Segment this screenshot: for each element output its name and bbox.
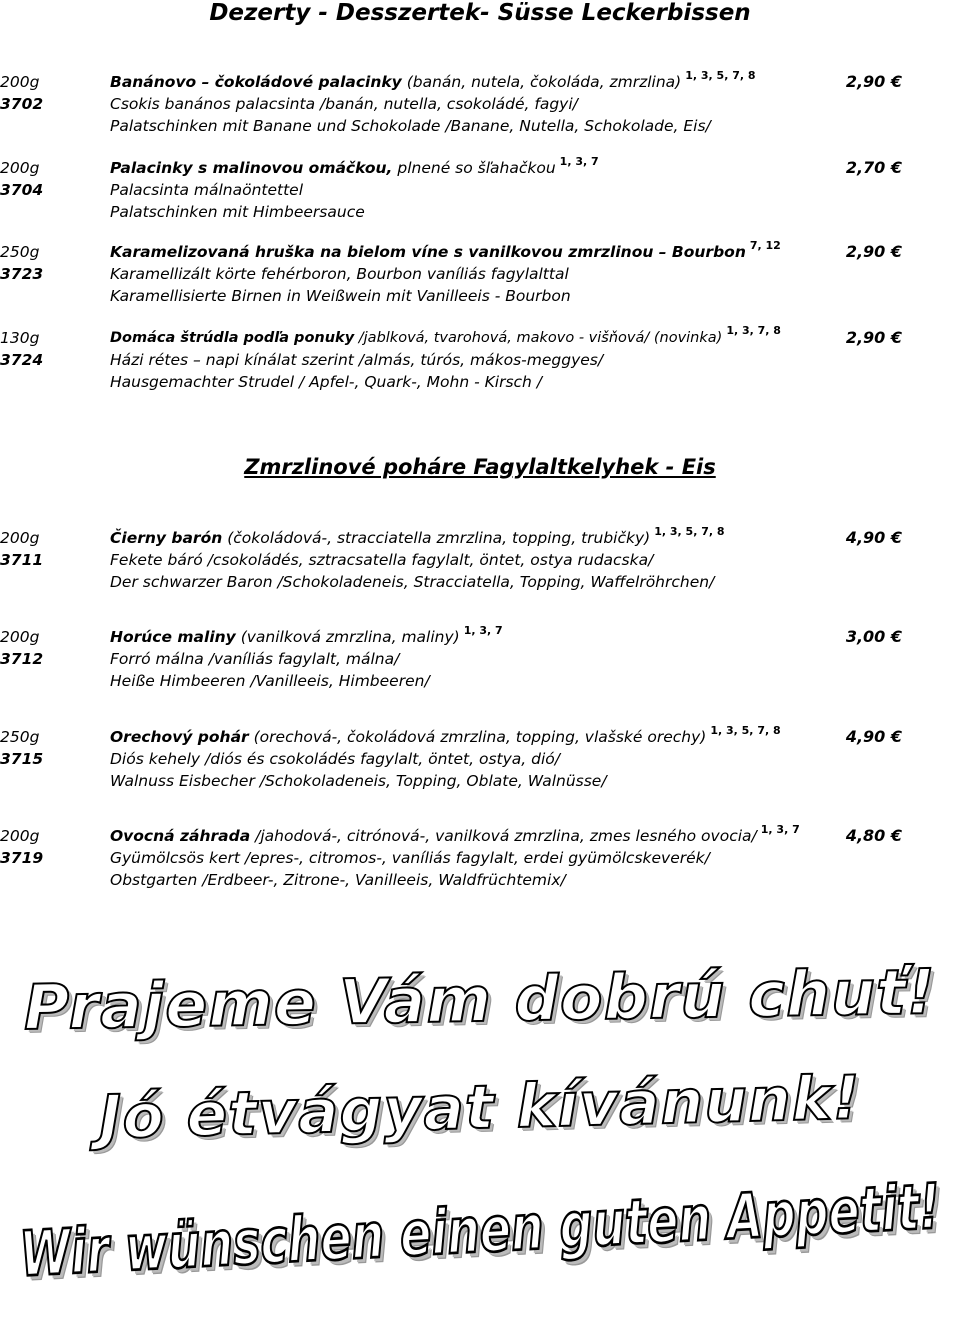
item-hungarian: Fekete báró /csokoládés, sztracsatella fagylalt, öntet, ostya rudacska/ — [110, 551, 654, 569]
item-description: /jablková, tvarohová, makovo - višňová/ (novinka) — [354, 330, 723, 346]
item-german: Palatschinken mit Banane und Schokolade /Banane, Nutella, Schokolade, Eis/ — [110, 117, 711, 135]
item-name: Domáca štrúdla podľa ponuky — [110, 330, 355, 346]
item-hungarian: Csokis banános palacsinta /banán, nutella, csokoládé, fagyi/ — [110, 95, 578, 113]
item-name: Horúce maliny — [110, 628, 236, 646]
item-title-line — [110, 724, 781, 749]
item-german: Heiße Himbeeren /Vanilleeis, Himbeeren/ — [110, 672, 430, 690]
item-price: 4,80 € — [845, 826, 902, 845]
item-description: /jahodová-, citrónová-, vanilková zmrzlina, zmes lesného ovocia/ — [250, 827, 757, 845]
item-allergens: 1, 3, 5, 7, 8 — [654, 525, 725, 538]
item-name: Orechový pohár — [110, 728, 249, 746]
item-title-line — [110, 525, 725, 550]
item-allergens: 1, 3, 7, 8 — [726, 324, 781, 337]
item-title-line — [110, 624, 503, 649]
item-code: 3702 — [0, 95, 44, 113]
item-german: Karamellisierte Birnen in Weißwein mit Vanilleeis - Bourbon — [110, 287, 571, 305]
item-allergens: 7, 12 — [749, 239, 781, 252]
item-price: 4,90 € — [845, 727, 902, 746]
greeting-slovak — [0, 954, 960, 1047]
item-title-line — [110, 69, 756, 94]
item-title-line — [110, 324, 781, 349]
item-price: 3,00 € — [845, 627, 902, 646]
menu-item — [0, 155, 960, 238]
item-price: 2,90 € — [845, 242, 902, 261]
greeting-german — [0, 1137, 960, 1322]
item-hungarian: Forró málna /vaníliás fagylalt, málna/ — [110, 650, 400, 668]
item-price: 2,90 € — [845, 328, 902, 347]
item-weight: 200g — [0, 628, 40, 646]
item-description: plnené so šľahačkou — [392, 159, 556, 177]
menu-item — [0, 823, 960, 906]
page-title: Dezerty - Desszertek- Süsse Leckerbissen — [209, 0, 751, 26]
greeting-text: Wir wünschen einen guten Appetit! — [18, 1169, 942, 1291]
item-hungarian: Házi rétes – napi kínálat szerint /almás, túrós, mákos-meggyes/ — [110, 351, 604, 369]
item-code: 3712 — [0, 650, 44, 668]
item-name: Ovocná záhrada — [110, 827, 251, 845]
menu-item — [0, 239, 960, 322]
item-title-line — [110, 155, 599, 180]
section-title: Zmrzlinové poháre Fagylaltkelyhek - Eis — [244, 455, 716, 479]
item-german: Der schwarzer Baron /Schokoladeneis, Stracciatella, Topping, Waffelröhrchen/ — [110, 573, 715, 591]
menu-item — [0, 724, 960, 807]
item-german: Palatschinken mit Himbeersauce — [110, 203, 365, 221]
greeting-text: Jó étvágyat kívánunk! — [98, 1063, 862, 1153]
item-hungarian: Palacsinta málnaöntettel — [110, 181, 304, 199]
item-code: 3719 — [0, 849, 44, 867]
item-weight: 200g — [0, 73, 40, 91]
item-allergens: 1, 3, 5, 7, 8 — [710, 724, 781, 737]
item-code: 3723 — [0, 265, 44, 283]
item-german: Hausgemachter Strudel / Apfel-, Quark-, Mohn - Kirsch / — [110, 373, 543, 391]
item-price: 2,90 € — [845, 72, 902, 91]
item-code: 3715 — [0, 750, 44, 768]
item-name: Banánovo – čokoládové palacinky — [110, 73, 402, 91]
item-description: (orechová-, čokoládová zmrzlina, topping, vlašské orechy) — [248, 728, 707, 746]
item-price: 2,70 € — [845, 158, 902, 177]
item-title-line — [110, 239, 781, 264]
item-weight: 130g — [0, 329, 40, 347]
item-hungarian: Karamellizált körte fehérboron, Bourbon vaníliás fagylalttal — [110, 265, 569, 283]
menu-item — [0, 624, 960, 707]
item-allergens: 1, 3, 7 — [559, 155, 599, 168]
menu-item — [0, 69, 960, 152]
item-weight: 200g — [0, 159, 40, 177]
item-description: (vanilková zmrzlina, maliny) — [235, 628, 460, 646]
item-hungarian: Gyümölcsös kert /epres-, citromos-, vaníliás fagylalt, erdei gyümölcskeverék/ — [110, 849, 710, 867]
menu-item — [0, 324, 960, 408]
item-name: Palacinky s malinovou omáčkou, — [110, 159, 393, 177]
item-price: 4,90 € — [845, 528, 902, 547]
item-title-line — [110, 823, 800, 848]
menu-item — [0, 525, 960, 608]
item-allergens: 1, 3, 7 — [760, 823, 800, 836]
item-description: (banán, nutela, čokoláda, zmrzlina) — [401, 73, 682, 91]
item-code: 3704 — [0, 181, 44, 199]
item-weight: 200g — [0, 529, 40, 547]
item-hungarian: Diós kehely /diós és csokoládés fagylalt, öntet, ostya, dió/ — [110, 750, 560, 768]
item-code: 3711 — [0, 551, 44, 569]
item-name: Čierny barón — [110, 529, 223, 547]
greeting-text: Prajeme Vám dobrú chuť! — [23, 955, 937, 1044]
item-german: Walnuss Eisbecher /Schokoladeneis, Topping, Oblate, Walnüsse/ — [110, 772, 607, 790]
item-german: Obstgarten /Erdbeer-, Zitrone-, Vanilleeis, Waldfrüchtemix/ — [110, 871, 566, 889]
item-name: Karamelizovaná hruška na bielom víne s vanilkovou zmrzlinou – Bourbon — [110, 243, 746, 261]
item-weight: 200g — [0, 827, 40, 845]
item-weight: 250g — [0, 728, 40, 746]
greeting-hungarian — [0, 1057, 960, 1158]
item-allergens: 1, 3, 5, 7, 8 — [685, 69, 756, 82]
item-weight: 250g — [0, 243, 40, 261]
item-allergens: 1, 3, 7 — [463, 624, 503, 637]
item-description: (čokoládová-, stracciatella zmrzlina, topping, trubičky) — [222, 529, 651, 547]
item-code: 3724 — [0, 351, 44, 369]
